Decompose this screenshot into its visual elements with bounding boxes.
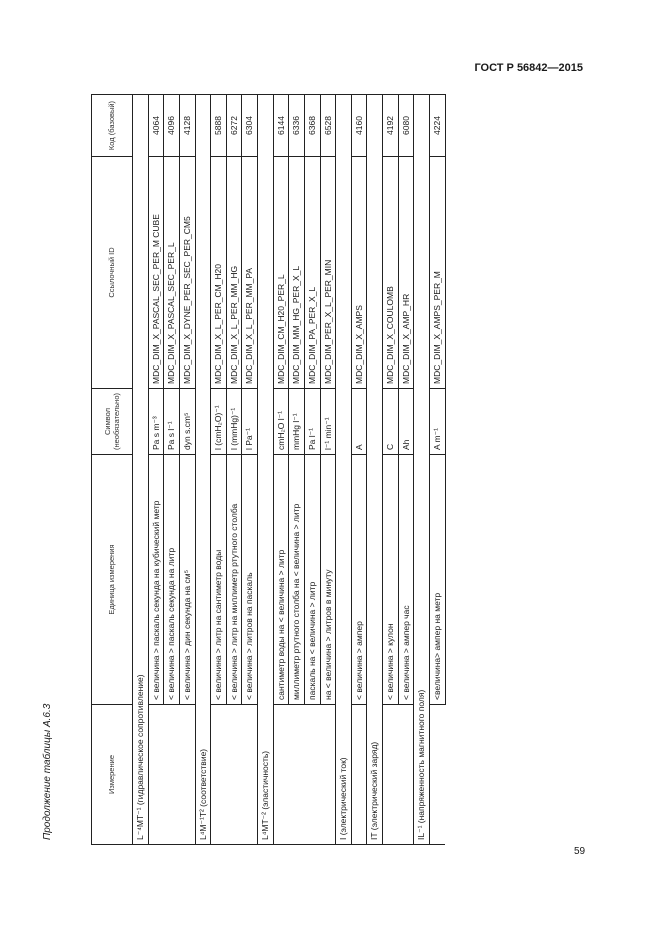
unit-cell: < величина > паскаль секунда на литр [164,455,180,705]
table-header-row [92,95,133,845]
code-cell: 6528 [320,95,336,157]
column-header: Измерение [92,705,133,845]
code-cell: 6144 [273,95,289,157]
reference-id-cell: MDC_DIM_X_PASCAL_SEC_PER_L [164,157,180,389]
table-row [383,95,399,845]
page-number: 59 [574,846,586,857]
symbol-cell: Pa s l⁻¹ [164,389,180,455]
unit-cell: < величина > кулон [383,455,399,705]
measurement-cell [289,705,305,845]
table-row [320,95,336,845]
code-cell: 4192 [383,95,399,157]
unit-cell: < величина > ампер [351,455,367,705]
reference-id-cell: MDC_DIM_X_L_PER_CM_H20 [211,157,227,389]
symbol-cell: A m⁻¹ [429,389,445,455]
table-row [398,95,414,845]
measurement-cell [179,705,195,845]
unit-cell: < величина > литр на миллиметр ртутного столба [226,455,242,705]
document-header: ГОСТ Р 56842—2015 [474,62,583,74]
reference-id-cell: MDC_DIM_X_PASCAL_SEC_PER_M CUBE [148,157,164,389]
code-cell: 6336 [289,95,305,157]
reference-id-cell: MDC_DIM_X_DYNE_PER_SEC_PER_CM5 [179,157,195,389]
code-cell: 6368 [304,95,320,157]
symbol-cell: cmH₂O l⁻¹ [273,389,289,455]
group-row [336,95,352,845]
symbol-cell: dyn s.cm⁵ [179,389,195,455]
column-header: Код (базовый) [92,95,133,157]
measurement-cell [398,705,414,845]
measurement-cell [304,705,320,845]
table-row [273,95,289,845]
code-cell: 4064 [148,95,164,157]
table-row [351,95,367,845]
symbol-cell: Pa s m⁻³ [148,389,164,455]
unit-cell: паскаль на < величина > литр [304,455,320,705]
unit-cell: на < величина > литров в минуту [320,455,336,705]
unit-cell: < величина > паскаль секунда на кубический метр [148,455,164,705]
unit-cell: < величина > литров на паскаль [242,455,258,705]
column-header: Символ (необязательно) [92,389,133,455]
table-row [242,95,258,845]
column-header: Ссылочный ID [92,157,133,389]
measurement-cell [320,705,336,845]
reference-id-cell: MDC_DIM_PA_PER_X_L [304,157,320,389]
measurement-cell [226,705,242,845]
group-row [195,95,211,845]
table-row [226,95,242,845]
group-title: I (электрический ток) [336,95,352,845]
reference-id-cell: MDC_DIM_X_AMPS [351,157,367,389]
table-row [164,95,180,845]
symbol-cell: Ah [398,389,414,455]
measurement-cell [211,705,227,845]
reference-id-cell: MDC_DIM_CM_H20_PER_L [273,157,289,389]
table-row [429,95,445,845]
unit-cell: < величина > дин секунда на см⁵ [179,455,195,705]
group-row [258,95,274,845]
group-title: L⁴MT⁻² (эластичность) [258,95,274,845]
symbol-cell: mmHg l⁻¹ [289,389,305,455]
code-cell: 4224 [429,95,445,157]
units-table [91,94,446,845]
table-row [148,95,164,845]
measurement-cell [383,705,399,845]
symbol-cell: C [383,389,399,455]
symbol-cell: A [351,389,367,455]
group-title: IT (электрический заряд) [367,95,383,845]
measurement-cell [273,705,289,845]
table-caption: Продолжение таблицы А.6.3 [42,703,53,840]
code-cell: 4096 [164,95,180,157]
symbol-cell: Pa l⁻¹ [304,389,320,455]
reference-id-cell: MDC_DIM_X_AMP_HR [398,157,414,389]
reference-id-cell: MDC_DIM_X_L_PER_MM_HG [226,157,242,389]
table-row [179,95,195,845]
code-cell: 6304 [242,95,258,157]
unit-cell: <величина> ампер на метр [429,455,445,705]
code-cell: 6080 [398,95,414,157]
unit-cell: миллиметр ртутного столба на < величина > литр [289,455,305,705]
reference-id-cell: MDC_DIM_PER_X_L_PER_MIN [320,157,336,389]
symbol-cell: l Pa⁻¹ [242,389,258,455]
unit-cell: < величина > литр на сантиметр воды [211,455,227,705]
unit-cell: сантиметр воды на < величина > литр [273,455,289,705]
symbol-cell: l (mmHg)⁻¹ [226,389,242,455]
group-title: IL⁻¹ (напряженность магнитного поля) [414,95,430,845]
symbol-cell: l⁻¹ min⁻¹ [320,389,336,455]
code-cell: 4160 [351,95,367,157]
measurement-cell [164,705,180,845]
reference-id-cell: MDC_DIM_MM_HG_PER_X_L [289,157,305,389]
measurement-cell [242,705,258,845]
table-row [211,95,227,845]
rotated-table-wrapper [91,94,446,845]
group-title: L⁻⁴MT⁻¹ (гидравлическое сопротивление) [133,95,149,845]
column-header: Единица измерения [92,455,133,705]
symbol-cell: l (cmH₂O)⁻¹ [211,389,227,455]
code-cell: 5888 [211,95,227,157]
group-row [133,95,149,845]
table-body [133,95,446,845]
reference-id-cell: MDC_DIM_X_COULOMB [383,157,399,389]
table-row [289,95,305,845]
table-row [304,95,320,845]
group-row [367,95,383,845]
code-cell: 6272 [226,95,242,157]
unit-cell: < величина > ампер час [398,455,414,705]
reference-id-cell: MDC_DIM_X_L_PER_MM_PA [242,157,258,389]
measurement-cell [429,705,445,845]
group-title: L⁴M⁻¹T² (соответствие) [195,95,211,845]
code-cell: 4128 [179,95,195,157]
measurement-cell [351,705,367,845]
group-row [414,95,430,845]
reference-id-cell: MDC_DIM_X_AMPS_PER_M [429,157,445,389]
measurement-cell [148,705,164,845]
